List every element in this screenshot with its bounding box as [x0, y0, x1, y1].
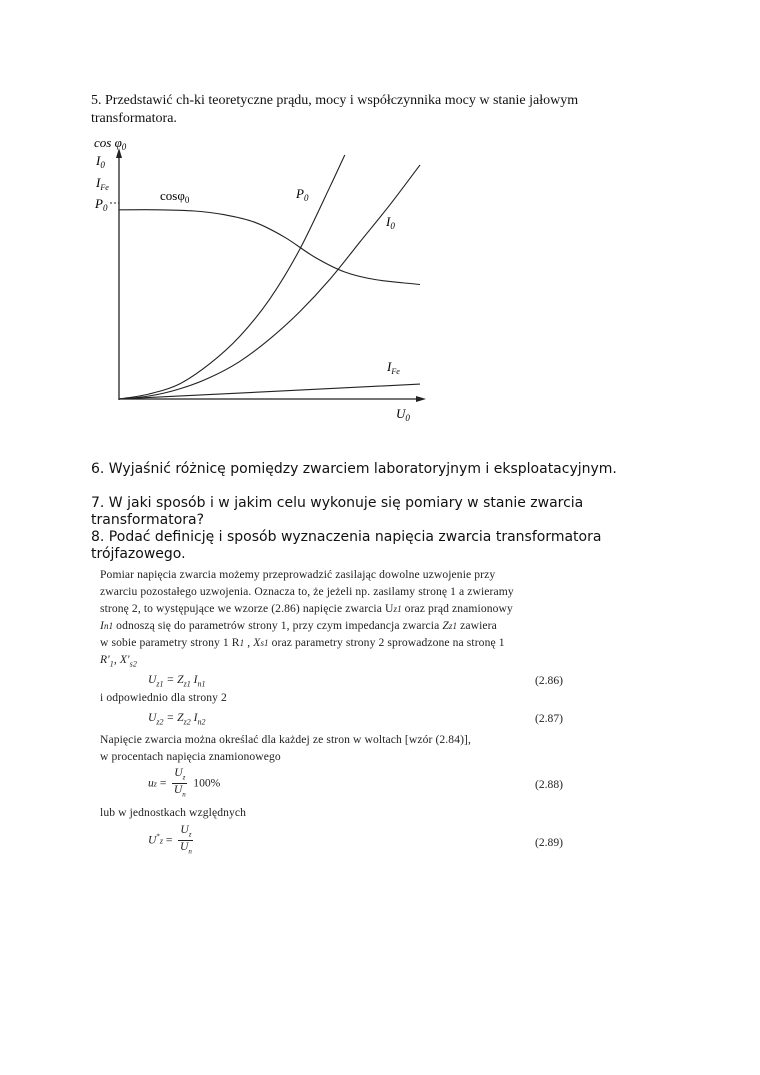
y-label-i0: $I_0$ [96, 153, 105, 170]
series-label-p0: $P_0$ [296, 186, 309, 203]
y-label-ife: $I_{Fe}$ [96, 175, 109, 192]
question-7: 7. W jaki sposób i w jakim celu wykonuje się pomiary w stanie zwarcia transformatora? [91, 495, 584, 528]
series-label-cos-phi0: cosφ$_0$ [160, 188, 190, 205]
question-6: 6. Wyjaśnić różnicę pomiędzy zwarciem laboratoryjnym i eksploatacyjnym. [91, 461, 617, 477]
scan-line-2: zwarciu pozostałego uzwojenia. Oznacza to, że jeżeli np. zasilamy stronę 1 a zwieramy [100, 585, 514, 598]
scan-line-4: In1 odnoszą się do parametrów strony 1, przy czym impedancja zwarcia Zz1 zawiera [100, 619, 497, 632]
question-8: 8. Podać definicję i sposób wyznaczenia napięcia zwarcia transformatora trójfazowego. [91, 529, 602, 562]
question-5-line1: 5. Przedstawić ch-ki teoretyczne prądu, mocy i współczynnika mocy w stanie jałowym [91, 93, 579, 108]
equation-number-2-89: (2.89) [534, 836, 563, 849]
scan-line-1: Pomiar napięcia zwarcia możemy przeprowadzić zasilając dowolne uzwojenie przy [100, 568, 496, 581]
scan-line-7: i odpowiednio dla strony 2 [100, 691, 227, 704]
scan-line-9: w procentach napięcia znamionowego [100, 750, 281, 763]
question-5-line2: transformatora. [91, 111, 177, 126]
series-ife-line [119, 384, 420, 399]
scanned-textbook-excerpt [98, 566, 573, 856]
scan-line-8: Napięcie zwarcia można określać dla każdej ze stron w woltach [wzór (2.84)], [100, 733, 472, 746]
question-5 [91, 92, 671, 128]
equation-number-2-88: (2.88) [534, 778, 563, 791]
y-label-cos-phi0: $\cos \varphi_0$ [94, 135, 127, 152]
scan-line-6: $R'_1$, $X'_{s2}$ [100, 653, 137, 669]
equation-2-89: U*z = $\frac{U_z}{U_n}$ [148, 823, 192, 856]
x-axis-label: $U_0$ [396, 406, 410, 423]
equation-2-88: uz = $\frac{U_z}{U_n}$ 100% [148, 766, 221, 799]
scan-line-3: stronę 2, to występujące we wzorze (2.86) napięcie zwarcia Uz1 oraz prąd znamionowy [100, 602, 513, 615]
equation-2-87: $U_{z2} = Z_{z2}$ $I_{n2}$ [148, 711, 206, 727]
equation-number-2-87: (2.87) [534, 712, 563, 725]
no-load-characteristics-chart [88, 128, 428, 428]
x-axis-arrow [416, 396, 426, 402]
scan-line-10: lub w jednostkach względnych [100, 806, 247, 819]
y-label-p0: $P_0$ [95, 196, 108, 213]
scan-line-5: w sobie parametry strony 1 R1 , Xs1 oraz parametry strony 2 sprowadzone na stronę 1 [100, 636, 505, 649]
equation-number-2-86: (2.86) [534, 674, 563, 687]
equation-2-86: $U_{z1} = Z_{z1}$ $I_{n1}$ [148, 673, 206, 689]
series-p0-line [119, 155, 345, 399]
series-cos-phi0-line [119, 210, 420, 285]
series-label-ife: $I_{Fe}$ [387, 359, 400, 376]
series-label-i0: $I_0$ [386, 214, 395, 231]
